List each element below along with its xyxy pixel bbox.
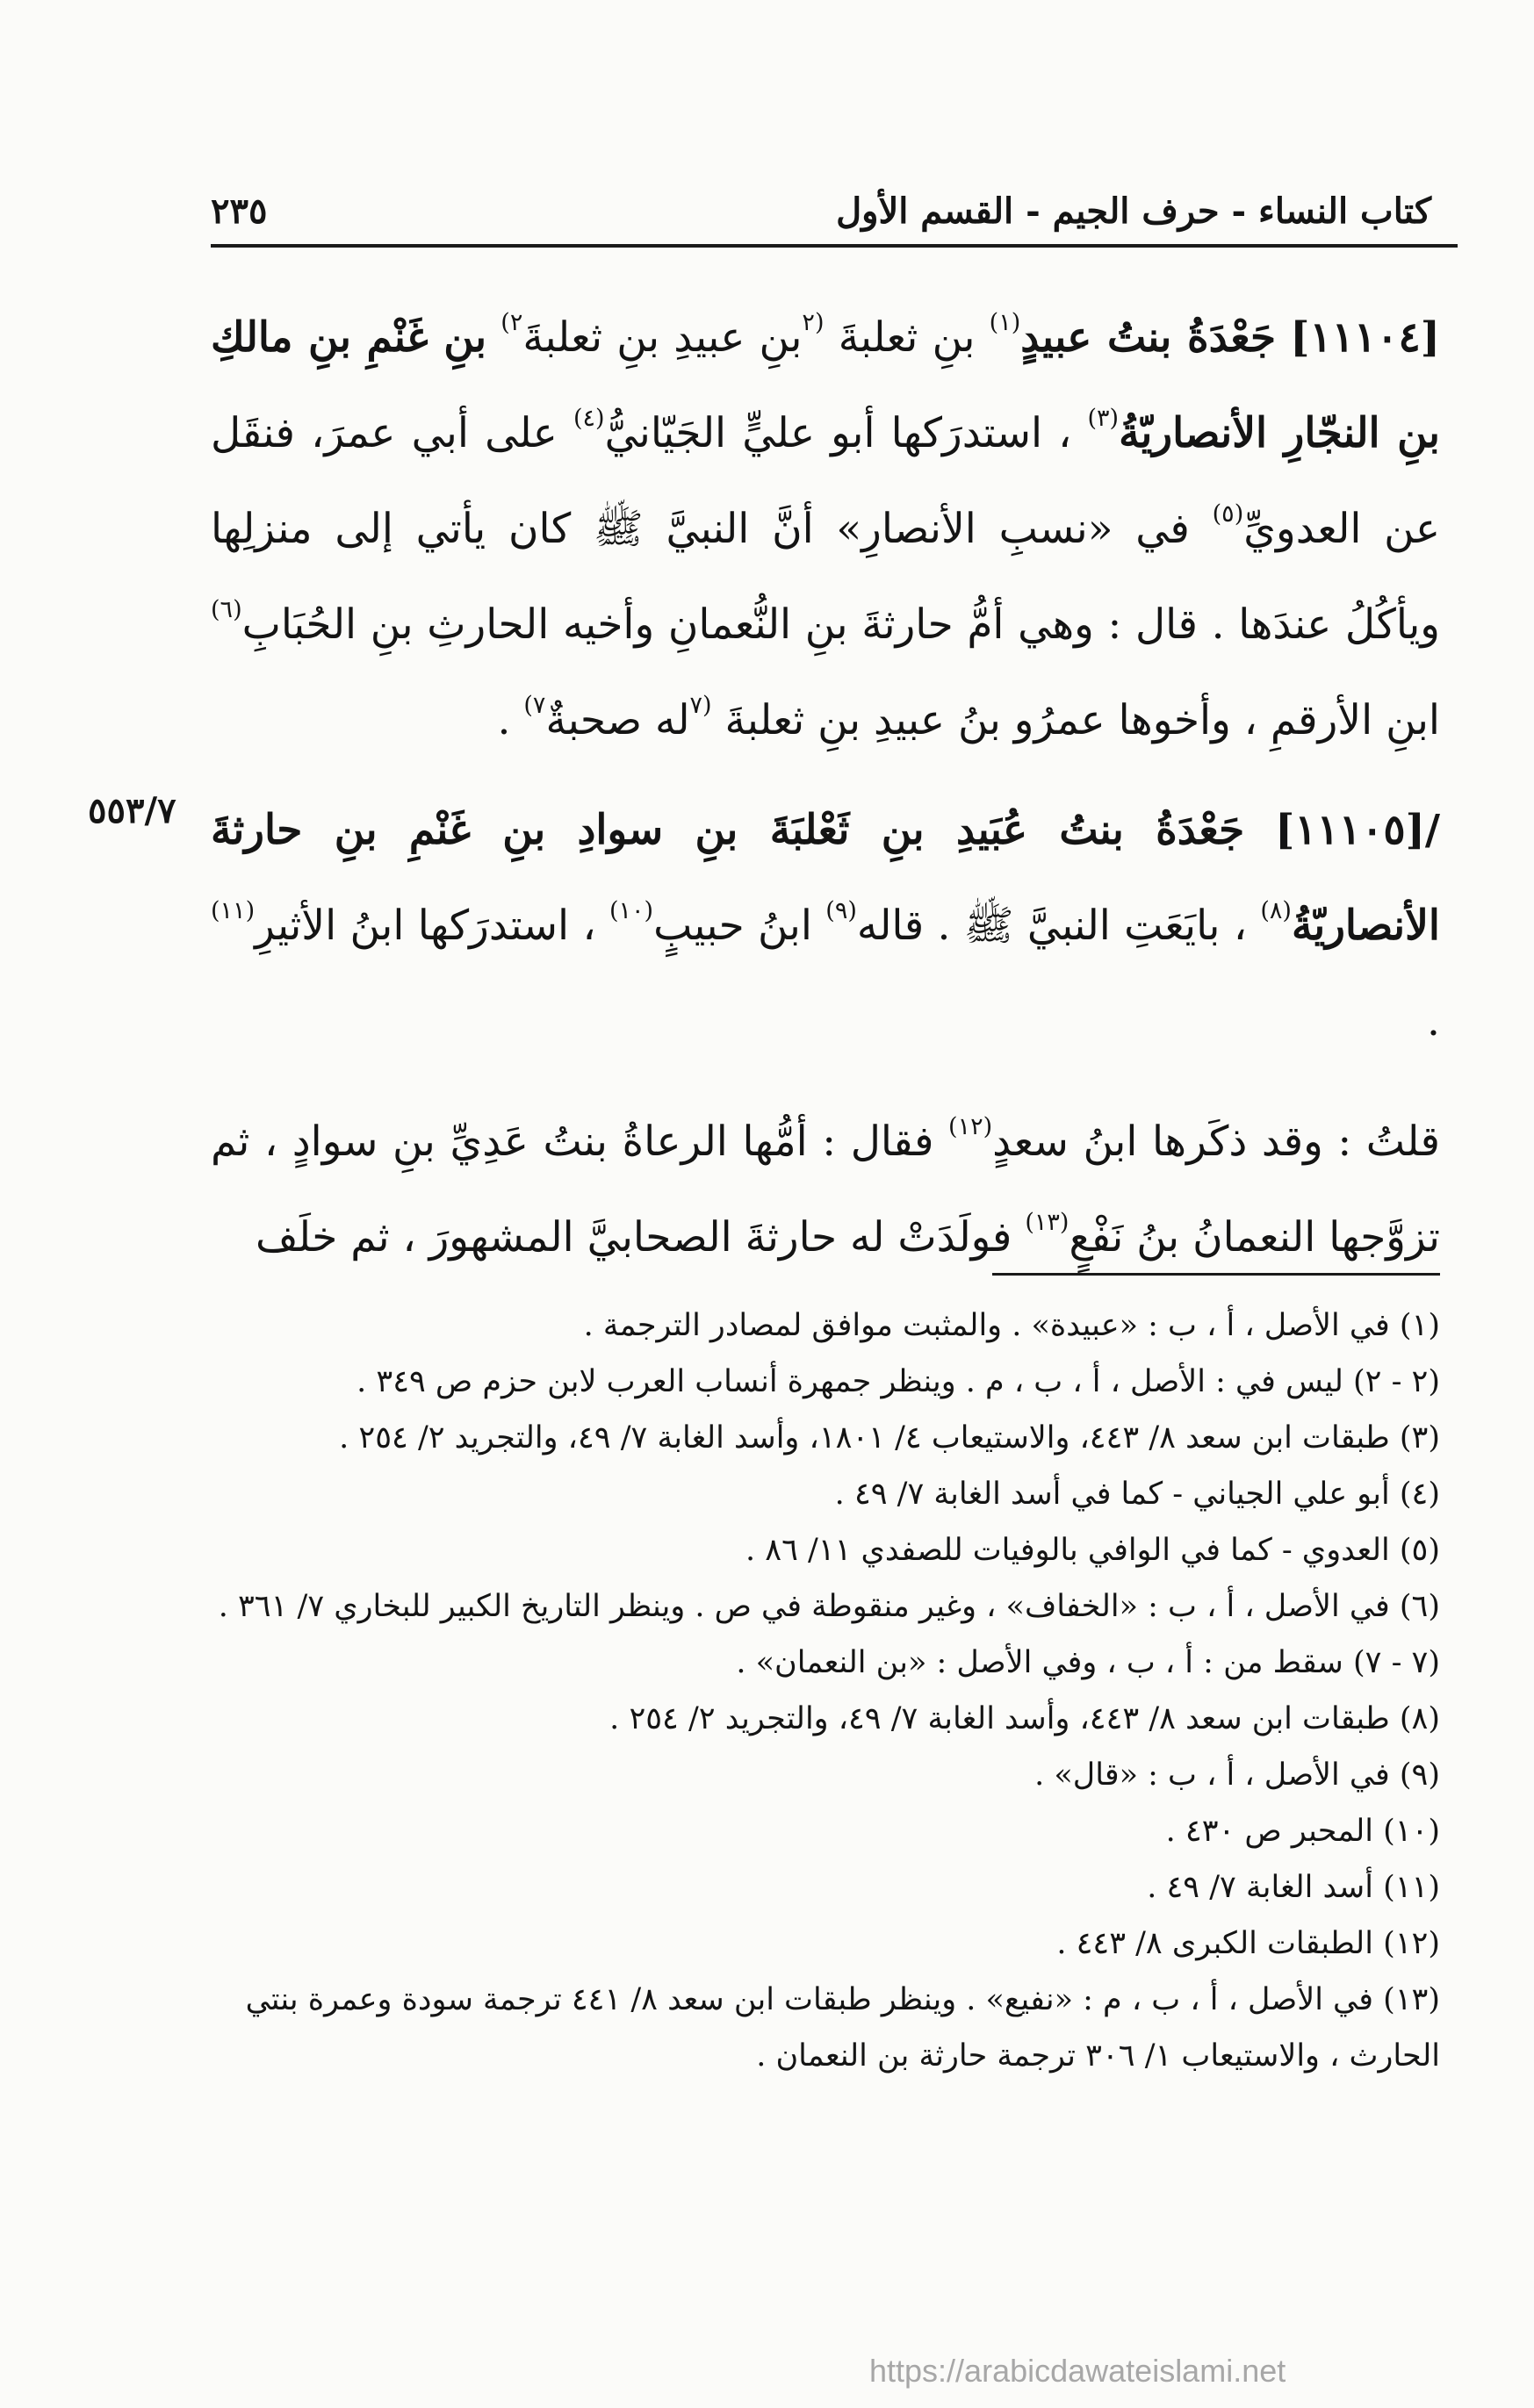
footnote-ref[interactable]: (٥) — [1212, 500, 1244, 528]
footnote-ref[interactable]: (٨) — [1260, 897, 1292, 924]
footnotes-list — [211, 1297, 1440, 2084]
footnote-4: (٤) أبو علي الجياني - كما في أسد الغابة ٧/ ٤٩ . — [834, 1477, 1440, 1512]
editor-note-paragraph: قلتُ : وقد ذكَرها ابنُ سعدٍ$^{(١٢)}$ فقال : أمُّها الرعاةُ بنتُ عَدِيِّ بنِ سوادٍ ، ثم تزوَّجها النعمانُ بنُ نَفْعٍ$^{(١٣)}$ فولَدَتْ له حارثةَ الصحابيَّ المشهورَ ، ثم خلَف — [211, 1113, 1440, 1262]
footnote-10: (١٠) المحبر ص ٤٣٠ . — [1165, 1814, 1440, 1849]
footnote-9: (٩) في الأصل ، أ ، ب : «قال» . — [1034, 1757, 1440, 1793]
footnote-2: (٢ - ٢) ليس في : الأصل ، أ ، ب ، م . وينظر جمهرة أنساب العرب لابن حزم ص ٣٤٩ . — [356, 1364, 1440, 1399]
footnote-11: (١١) أسد الغابة ٧/ ٤٩ . — [1147, 1870, 1440, 1905]
entry-11104: [١١١٠٤] جَعْدَةُ بنتُ عبيدٍ$^{(١)}$ بنِ ثعلبةَ $^{(٢}$بنِ عبيدِ بنِ ثعلبةَ$^{٢)}$ بنِ غَنْمِ بنِ مالكِ بنِ النجّارِ الأنصاريّةُ$^{(٣)}$ ، استدرَكها أبو عليٍّ الجَيّانيُّ$^{(٤)}$ على أبي عمرَ، فنقَل عن العدويِّ$^{(٥)}$ في «نسبِ الأنصارِ» أنَّ النبيَّ ﷺ كان يأتي إلى منزلِها ويأكُلُ عندَها . قال : وهي أمُّ حارثةَ بنِ النُّعمانِ وأخيه الحارثِ بنِ الحُبَابِ$^{(٦)}$ ابنِ الأرقمِ ، وأخوها عمرُو بنُ عبيدِ بنِ ثعلبةَ $^{(٧}$له صحبةٌ$^{٧)}$ . — [211, 309, 1440, 744]
footnote-ref[interactable]: (١٢) — [948, 1113, 993, 1140]
main-text — [211, 290, 1440, 1285]
footnote-13: (١٣) في الأصل ، أ ، ب ، م : «نفيع» . وينظر طبقات ابن سعد ٨/ ٤٤١ ترجمة سودة وعمرة بنتي الحارث ، والاستيعاب ١/ ٣٠٦ ترجمة حارثة بن النعمان . — [245, 1982, 1440, 2074]
footnote-6: (٦) في الأصل ، أ ، ب : «الخفاف» ، وغير منقوطة في ص . وينظر التاريخ الكبير للبخاري ٧/ ٣٦١ . — [218, 1589, 1440, 1624]
footnote-ref[interactable]: (١١) — [211, 897, 256, 924]
footnote-ref[interactable]: (٧ — [689, 692, 712, 719]
header-rule — [211, 244, 1458, 248]
entry-number: /[١١١٠٥] — [1275, 806, 1440, 854]
entry-11105: /[١١١٠٥] جَعْدَةُ بنتُ عُبَيدِ بنِ ثَعْلبَةَ بنِ سوادِ بنِ غَنْمِ بنِ حارثةَ الأنصاريّةُ$^{(٨)}$ ، بايَعَتِ النبيَّ ﷺ . قاله$^{(٩)}$ ابنُ حبيبٍ$^{(١٠)}$ ، استدرَكها ابنُ الأثيرِ$^{(١١)}$ . — [211, 806, 1440, 1046]
margin-reference: ٥٥٣/٧ — [88, 790, 176, 831]
footnote-7: (٧ - ٧) سقط من : أ ، ب ، وفي الأصل : «بن النعمان» . — [736, 1645, 1440, 1680]
footnote-ref[interactable]: (٣) — [1087, 405, 1120, 432]
running-head — [211, 176, 1431, 246]
footnote-ref[interactable]: ٧) — [523, 692, 546, 719]
entry-name: جَعْدَةُ بنتُ عبيدٍ — [1020, 313, 1277, 362]
footnote-ref[interactable]: (١٣) — [1025, 1209, 1069, 1236]
footnote-1: (١) في الأصل ، أ ، ب : «عبيدة» . والمثبت موافق لمصادر الترجمة . — [583, 1308, 1440, 1343]
entry-name: جَعْدَةُ بنتُ عُبَيدِ بنِ ثَعْلبَةَ بنِ سوادِ بنِ غَنْمِ بنِ حارثةَ الأنصاريّةُ — [211, 806, 1440, 950]
running-title: كتاب النساء - حرف الجيم - القسم الأول — [836, 190, 1431, 232]
page-number: ٢٣٥ — [211, 190, 268, 232]
footnote-ref[interactable]: (٢ — [802, 309, 825, 336]
entry-number: [١١١٠٤] — [1290, 313, 1440, 362]
footnote-ref[interactable]: (١٠) — [609, 897, 654, 924]
footnote-12: (١٢) الطبقات الكبرى ٨/ ٤٤٣ . — [1056, 1926, 1440, 1961]
footnote-ref[interactable]: (٩) — [825, 897, 857, 924]
footnote-ref[interactable]: (١) — [989, 309, 1021, 336]
footnote-ref[interactable]: (٦) — [211, 596, 242, 623]
footnote-separator — [992, 1273, 1440, 1276]
footnote-ref[interactable]: (٤) — [573, 405, 605, 432]
footnote-5: (٥) العدوي - كما في الوافي بالوفيات للصفدي ١١/ ٨٦ . — [745, 1533, 1440, 1568]
footnote-3: (٣) طبقات ابن سعد ٨/ ٤٤٣، والاستيعاب ٤/ ١٨٠١، وأسد الغابة ٧/ ٤٩، والتجريد ٢/ ٢٥٤ . — [339, 1420, 1440, 1456]
footnote-ref[interactable]: ٢) — [501, 309, 523, 336]
source-watermark: https://arabicdawateislami.net — [869, 2353, 1286, 2389]
footnote-8: (٨) طبقات ابن سعد ٨/ ٤٤٣، وأسد الغابة ٧/ ٤٩، والتجريد ٢/ ٢٥٤ . — [609, 1701, 1440, 1736]
